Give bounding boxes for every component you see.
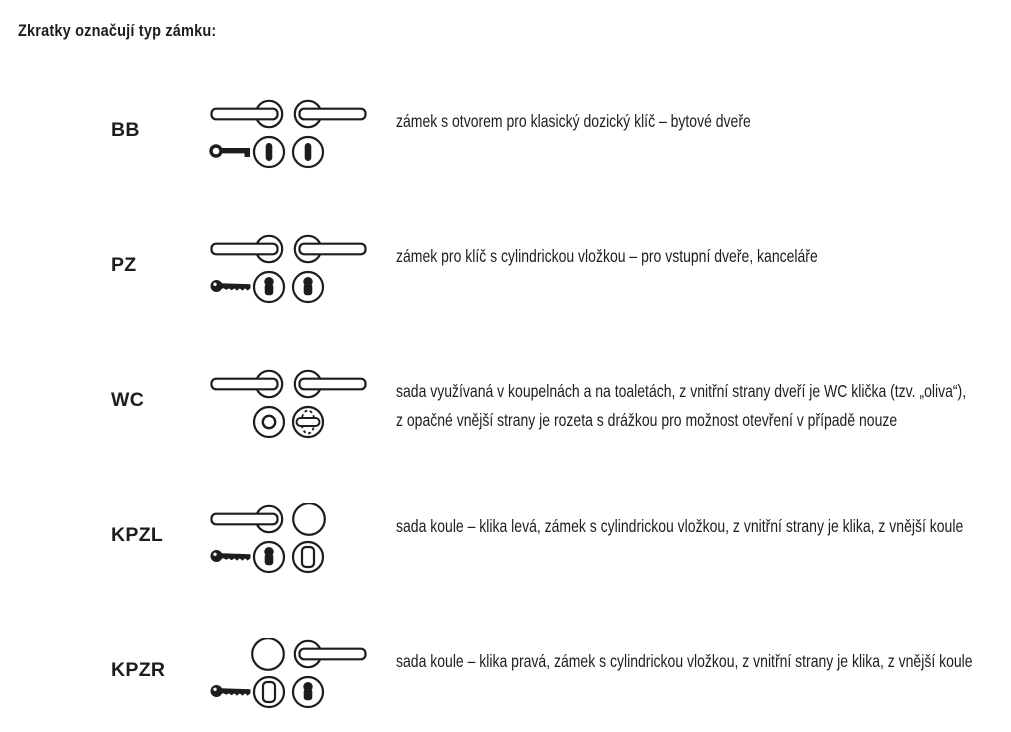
bit-key-icon <box>211 146 250 157</box>
lock-code-label: KPZL <box>111 524 164 546</box>
lock-type-row-pz <box>0 233 1011 305</box>
kpzr-lockset-icon <box>205 638 375 710</box>
lock-description-line: sada využívaná v koupelnách a na toaletách, z vnitřní strany dveří je WC klička (tzv. „oliva“), <box>396 381 967 401</box>
wc-lockset-icon <box>205 368 375 440</box>
door-handle-right-icon <box>295 641 366 667</box>
cylinder-key-icon <box>211 280 251 292</box>
lock-description <box>396 242 923 271</box>
lock-type-row-kpzl <box>0 503 1011 575</box>
emergency-slot-rosette-icon <box>254 407 284 437</box>
bb-keyhole-rosette-icon <box>254 137 284 167</box>
lock-type-row-kpzr <box>0 638 1011 710</box>
lock-description-line: zámek pro klíč s cylindrickou vložkou – pro vstupní dveře, kanceláře <box>396 246 818 266</box>
lock-code-label: KPZR <box>111 659 166 681</box>
lock-description <box>396 647 1011 676</box>
lock-code-label: WC <box>111 389 145 411</box>
cylinder-key-icon <box>211 550 251 562</box>
pz-keyhole-rosette-icon <box>293 272 323 302</box>
kpzl-lockset-icon <box>205 503 375 575</box>
lock-description <box>396 107 840 136</box>
door-handle-right-icon <box>295 371 366 397</box>
cylinder-cover-rosette-icon <box>254 677 284 707</box>
pz-keyhole-rosette-icon <box>293 677 323 707</box>
bb-keyhole-rosette-icon <box>293 137 323 167</box>
door-handle-left-icon <box>212 371 283 397</box>
oliva-turn-rosette-icon <box>293 407 323 437</box>
lock-type-row-wc <box>0 368 1011 440</box>
pz-keyhole-rosette-icon <box>254 272 284 302</box>
cylinder-cover-rosette-icon <box>293 542 323 572</box>
lock-type-row-bb <box>0 98 1011 170</box>
lock-description-line: z opačné vnější strany je rozeta s drážkou pro možnost otevření v případě nouze <box>396 410 898 430</box>
lock-code-label: BB <box>111 119 140 141</box>
cylinder-key-icon <box>211 685 251 697</box>
door-handle-right-icon <box>295 236 366 262</box>
door-handle-right-icon <box>295 101 366 127</box>
page-title: Zkratky označují typ zámku: <box>18 22 217 40</box>
lock-description-line: zámek s otvorem pro klasický dozický klíč – bytové dveře <box>396 111 751 131</box>
bb-lockset-icon <box>205 98 375 170</box>
door-handle-left-icon <box>212 506 283 532</box>
lock-description <box>396 377 1011 435</box>
lock-description-line: sada koule – klika levá, zámek s cylindrickou vložkou, z vnitřní strany je klika, z vnější koule <box>396 516 964 536</box>
pz-lockset-icon <box>205 233 375 305</box>
lock-code-label: PZ <box>111 254 137 276</box>
door-handle-left-icon <box>212 236 283 262</box>
door-handle-left-icon <box>212 101 283 127</box>
lock-description-line: sada koule – klika pravá, zámek s cylindrickou vložkou, z vnitřní strany je klika, z vnější koule <box>396 651 973 671</box>
pz-keyhole-rosette-icon <box>254 542 284 572</box>
door-knob-icon <box>293 503 325 535</box>
lock-description <box>396 512 1011 541</box>
door-knob-icon <box>252 638 284 670</box>
